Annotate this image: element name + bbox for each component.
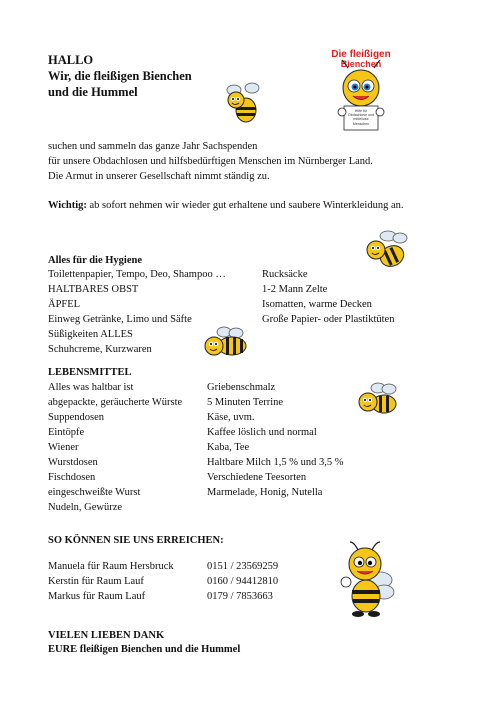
bee-illustration-thumbs-up: [334, 540, 400, 618]
list-item: Alles was haltbar ist: [48, 382, 134, 393]
closing-line-1: VIELEN LIEBEN DANK: [48, 630, 165, 641]
notice-label: Wichtig:: [48, 200, 87, 211]
bee-illustration-flying: [362, 228, 412, 272]
list-item: Rucksäcke: [262, 269, 308, 280]
header-line-1: HALLO: [48, 53, 94, 67]
list-item: Eintöpfe: [48, 427, 85, 438]
closing-line-2: EURE fleißigen Bienchen und die Hummel: [48, 644, 241, 655]
table-row: [48, 590, 308, 605]
table-row: [48, 560, 308, 575]
list-item: Große Papier- oder Plastiktüten: [262, 314, 395, 325]
bee-illustration-lying: [202, 326, 250, 360]
notice-line: [48, 199, 404, 212]
svg-text:Bienchen: Bienchen: [340, 59, 382, 69]
table-row: [48, 575, 308, 590]
svg-text:Die fleißigen: Die fleißigen: [331, 49, 391, 60]
list-item: abgepackte, geräucherte Würste: [48, 397, 183, 408]
contact-phone: 0151 / 23569259: [207, 561, 279, 572]
list-item: 1-2 Mann Zelte: [262, 284, 328, 295]
hygiene-right-list: [262, 268, 394, 326]
contact-heading: SO KÖNNEN SIE UNS ERREICHEN:: [48, 535, 224, 546]
contact-table: [48, 560, 308, 605]
list-item: Isomatten, warme Decken: [262, 299, 372, 310]
header-line-2: Wir, die fleißigen Bienchen: [48, 69, 192, 83]
contact-phone: 0179 / 7853663: [207, 591, 273, 602]
list-item: Kaffee löslich und normal: [207, 427, 317, 438]
list-item: Süßigkeiten ALLES: [48, 329, 133, 340]
food-heading: LEBENSMITTEL: [48, 367, 132, 378]
list-item: 5 Minuten Terrine: [207, 397, 284, 408]
list-item: Wurstdosen: [48, 457, 98, 468]
food-right-list: [207, 381, 343, 499]
list-item: ÄPFEL: [48, 299, 81, 310]
list-item: Suppendosen: [48, 412, 104, 423]
intro-line-2: für unsere Obdachlosen und hilfsbedürftigen Menschen im Nürnberger Land.: [48, 156, 373, 167]
intro-line-3: Die Armut in unserer Gesellschaft nimmt ständig zu.: [48, 171, 270, 182]
contact-name: Kerstin für Raum Lauf: [48, 576, 144, 587]
food-left-list: [48, 381, 182, 514]
header-line-3: und die Hummel: [48, 85, 138, 99]
bee-illustration-flying-2: [356, 380, 400, 420]
list-item: Kaba, Tee: [207, 442, 250, 453]
page-header: [48, 52, 192, 100]
contact-phone: 0160 / 94412810: [207, 576, 279, 587]
contact-name: Markus für Raum Lauf: [48, 591, 146, 602]
notice-text: ab sofort nehmen wir wieder gut erhaltene und saubere Winterkleidung an.: [86, 200, 404, 211]
list-item: Einweg Getränke, Limo und Säfte: [48, 314, 192, 325]
list-item: eingeschweißte Wurst: [48, 487, 141, 498]
list-item: Fischdosen: [48, 472, 96, 483]
list-item: Marmelade, Honig, Nutella: [207, 487, 323, 498]
hygiene-heading: Alles für die Hygiene: [48, 255, 143, 266]
list-item: Käse, uvm.: [207, 412, 255, 423]
organisation-logo: [318, 46, 404, 134]
list-item: Verschiedene Teesorten: [207, 472, 307, 483]
logo-sign-text: Hilfe für Obdachlose und mittellose Menschen: [347, 109, 375, 126]
bee-illustration-small: [222, 80, 268, 126]
list-item: Wiener: [48, 442, 79, 453]
list-item: Toilettenpapier, Tempo, Deo, Shampoo …: [48, 269, 226, 280]
list-item: Haltbare Milch 1,5 % und 3,5 %: [207, 457, 344, 468]
list-item: Nudeln, Gewürze: [48, 502, 123, 513]
list-item: Schuhcreme, Kurzwaren: [48, 344, 152, 355]
contact-name: Manuela für Raum Hersbruck: [48, 561, 174, 572]
hygiene-left-list: [48, 268, 226, 356]
intro-line-1: suchen und sammeln das ganze Jahr Sachspenden: [48, 141, 258, 152]
list-item: Griebenschmalz: [207, 382, 276, 393]
list-item: HALTBARES OBST: [48, 284, 139, 295]
